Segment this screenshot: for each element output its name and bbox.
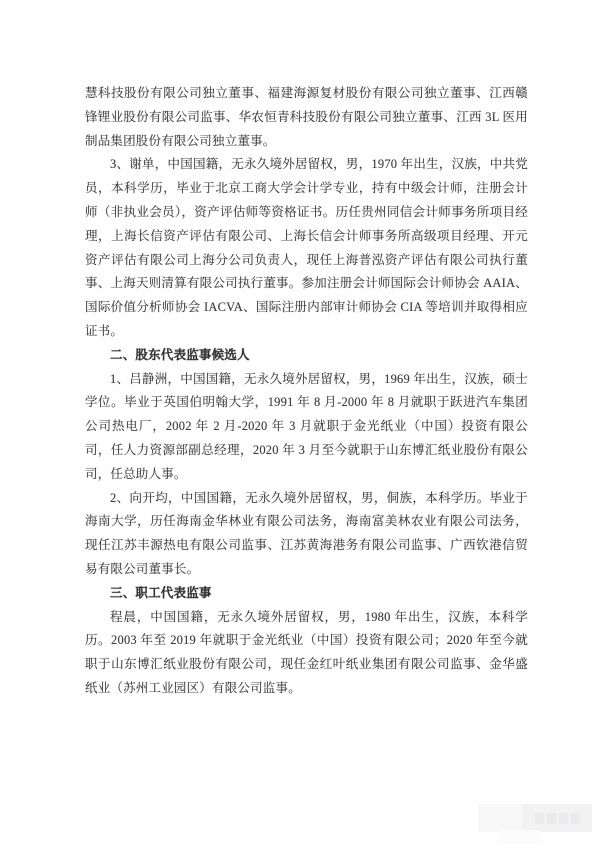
paragraph-candidate-lv-jingzhou: 1、吕静洲，中国国籍，无永久境外居留权，男，1969 年出生，汉族，硕士学位。毕业于英国伯明翰大学，1991 年 8 月-2000 年 8 月就职于跃进汽车集团公司热电厂，2002 年 2 月-2020 年 3 月就职于金光纸业（中国）投资有限公司，任人力资源部副总经理，2020 年 3 月至今就职于山东博汇纸业股份有限公司，任总助人事。 [85, 371, 528, 481]
paragraph-candidate-xiang-kaijun: 2、向开均，中国国籍，无永久境外居留权，男，侗族，本科学历。毕业于海南大学，历任海南金华林业有限公司法务，海南富美林农业有限公司法务，现任江苏丰源热电有限公司监事、江苏黄海港务有限公司监事、广西钦港信贸易有限公司董事长。 [85, 490, 528, 576]
scan-watermark-tail-block [500, 830, 540, 844]
scan-watermark-glyph [547, 813, 556, 824]
document-text-block [85, 82, 528, 701]
paragraph-candidate-xie-dan: 3、谢单，中国国籍，无永久境外居留权，男，1970 年出生，汉族，中共党员，本科学历，毕业于北京工商大学会计学专业，持有中级会计师，注册会计师（非执业会员），资产评估师等资格证书。历任贵州同信会计师事务所项目经理，上海长信资产评估有限公司、上海长信会计师事务所高级项目经理、开元资产评估有限公司上海分公司负责人，现任上海普泓资产评估有限公司执行董事、上海天则清算有限公司执行董事。参加注册会计师国际会计师协会 AAIA、国际价值分析师协会 IACVA、国际注册内部审计师协会 CIA 等培训并取得相应证书。 [85, 157, 528, 338]
scan-watermark-glyph [535, 813, 544, 824]
scan-watermark-left-block [478, 804, 522, 832]
paragraph-independent-director-continuation: 慧科技股份有限公司独立董事、福建海源复材股份有限公司独立董事、江西赣锋锂业股份有限公司监事、华农恒青科技股份有限公司独立董事、江西 3L 医用制品集团股份有限公司独立董事。 [85, 86, 528, 148]
paragraph-candidate-cheng-chen: 程晨，中国国籍，无永久境外居留权，男，1980 年出生，汉族，本科学历。2003 年至 2019 年就职于金光纸业（中国）投资有限公司；2020 年至今就职于山东博汇纸业股份有限公司，现任金红叶纸业集团有限公司监事、金华盛纸业（苏州工业园区）有限公司监事。 [85, 609, 528, 695]
scan-watermark-glyph [571, 813, 580, 824]
scan-watermark-glyph [559, 813, 568, 824]
heading-employee-representative-supervisor: 三、职工代表监事 [110, 585, 212, 600]
heading-shareholder-representative-supervisor-candidates: 二、股东代表监事候选人 [110, 347, 250, 362]
scan-watermark-right-block [522, 804, 592, 832]
scan-watermark [478, 803, 592, 833]
